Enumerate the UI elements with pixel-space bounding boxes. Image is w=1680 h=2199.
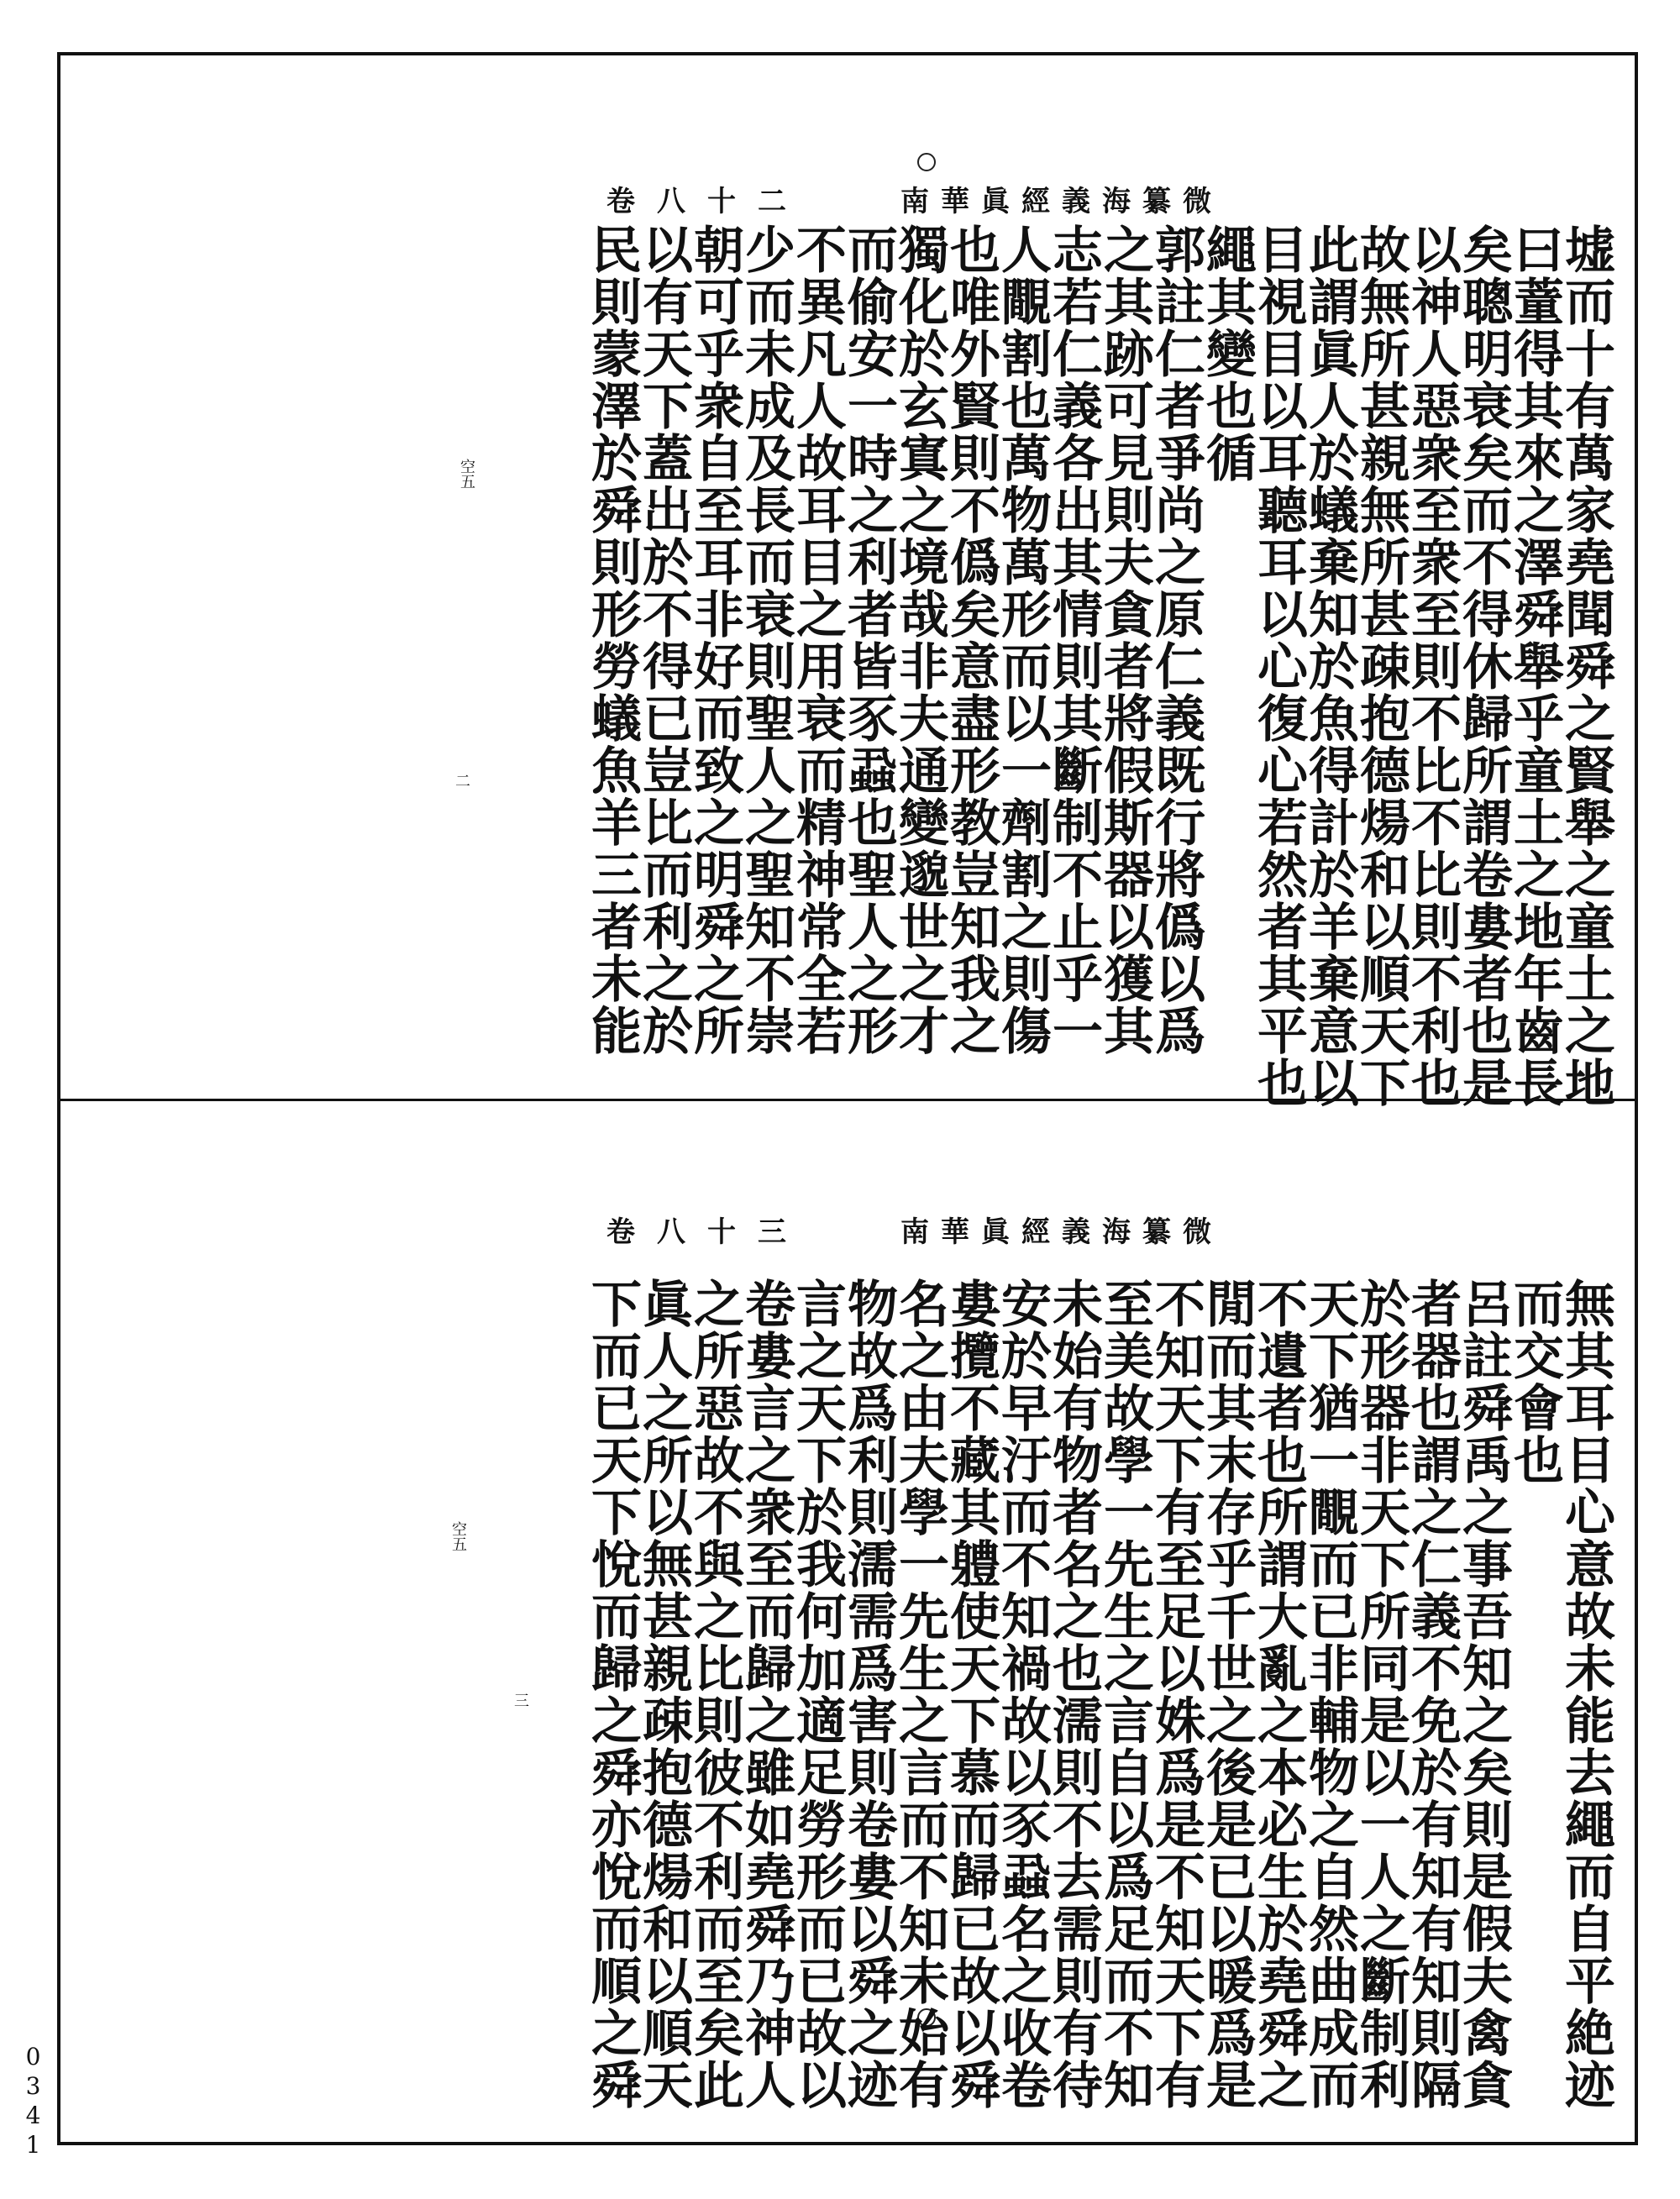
text-column: 目視目以耳聽耳以心復心若然者其平也 — [1249, 223, 1308, 1109]
text-column: 天下猶一覸而已非輔物之自然曲成而 — [1300, 1278, 1359, 2111]
text-column: 而偷安一時之利者皆豕蝨也聖人之形 — [839, 223, 898, 1057]
page-bottom — [60, 1101, 1635, 2142]
text-column: 此謂眞人於蟻棄知於魚得計於羊棄意以 — [1300, 223, 1359, 1109]
text-column: 獨化於玄寘之境哉非夫通變邈世之才 — [890, 223, 949, 1057]
header-book-title: 南華眞經義海纂微 — [900, 185, 1223, 218]
text-column: 至美故學一先生之言自以爲足而不知 — [1095, 1278, 1154, 2111]
text-column: 下而已天下悅而歸之舜亦悅而順之舜 — [583, 1278, 642, 2111]
text-column: 不知天下有至足以姝爲是不知天下有 — [1147, 1278, 1205, 2111]
side-page-number-text: 0341 — [19, 2043, 47, 2160]
margin-note: 空五 — [458, 459, 475, 489]
text-column: 志若仁義各出其情則其斷制不止乎一 — [1044, 223, 1103, 1057]
text-column: 於形器非天下所同是以一人之斷制利 — [1352, 1278, 1410, 2111]
margin-note: 三 — [514, 1693, 529, 1710]
side-page-number — [18, 2043, 47, 2160]
text-column: 故無所甚親無所甚疎抱德煬和以順天下 — [1352, 223, 1410, 1109]
header-chapter: 卷八十三 — [606, 1215, 808, 1249]
text-column: 呂註舜禹之事吾知之矣則是假夫禽貪 — [1454, 1278, 1513, 2111]
text-columns — [583, 223, 1615, 1109]
text-column: 閒而其末存乎千世之後是已以暖爲是 — [1198, 1278, 1257, 2111]
header-book-title: 南華眞經義海纂微 — [900, 1215, 1223, 1249]
text-column: 物故爲利則濡需爲害則卷婁以舜之迹 — [839, 1278, 898, 2111]
circle-mark — [917, 153, 936, 171]
text-column: 民則蒙澤於舜則形勞蟻魚羊三者未能 — [583, 223, 642, 1057]
text-column: 而交會也 — [1505, 1278, 1564, 1486]
text-column: 以神人惡衆至衆至則不比不比則不利也 — [1403, 223, 1462, 1109]
text-column: 曰蕫得其來之澤舜舉乎童土之地年齒長 — [1505, 223, 1564, 1109]
margin-note: 空五 — [449, 1521, 467, 1551]
text-column: 未始有物者名之也濡則不去需則有待 — [1044, 1278, 1103, 2111]
page-top — [60, 55, 1635, 1109]
text-column: 郭註仁者爭尚之原仁義既行將僞以爲 — [1147, 223, 1205, 1057]
text-column: 眞人之所以無甚親疎抱德煬和以順天 — [634, 1278, 693, 2111]
header-chapter: 卷八十二 — [606, 185, 808, 218]
text-columns — [583, 1278, 1615, 2111]
text-column: 繩其變也循 — [1198, 223, 1257, 484]
text-column: 之所惡故不與之比則彼不利而至矣此 — [685, 1278, 744, 2111]
text-column: 無其耳目心意故未能去繩而自平絶迹 — [1557, 1278, 1615, 2111]
text-column: 名之由夫學一先生之言而不知未始有 — [890, 1278, 949, 2111]
text-column: 卷婁言之衆至而歸之雖如堯舜乃神人 — [737, 1278, 795, 2111]
margin-note: 二 — [455, 773, 470, 790]
text-column: 婁攬不藏其軆使天下慕而歸已故以舜 — [942, 1278, 1000, 2111]
text-column: 少而未成及長而衰則聖人之聖知不崇 — [737, 223, 795, 1057]
text-column: 也唯外賢則不僞矣意盡形教豈知我之 — [942, 223, 1000, 1057]
text-column: 言之天下於我何加適足勞形而已故以 — [788, 1278, 847, 2111]
text-column: 墟而十有萬家堯聞舜之賢舉之童土之地 — [1557, 223, 1615, 1109]
text-column: 不遺者也所謂大亂之本必生於堯舜之 — [1249, 1278, 1308, 2111]
text-column: 之其跡可見則夫貪者將假斯器以獲其 — [1095, 223, 1154, 1057]
text-column: 不異凡人故耳目之用衰而精神常全若 — [788, 223, 847, 1057]
text-column: 朝可乎衆自至耳非好而致之明舜之所 — [685, 223, 744, 1057]
text-column: 者器也謂之仁義不免於有知有知則隔 — [1403, 1278, 1462, 2111]
text-column: 以有天下蓋出於不得已豈比而利之於 — [634, 223, 693, 1057]
text-column: 安於早汙而不知禍故以豕蝨名之收卷 — [993, 1278, 1052, 2111]
text-column: 人覸割也萬物萬形而以一劑割之則傷 — [993, 223, 1052, 1057]
text-column: 矣聰明衰矣而不得休歸所謂卷婁者也是 — [1454, 223, 1513, 1109]
